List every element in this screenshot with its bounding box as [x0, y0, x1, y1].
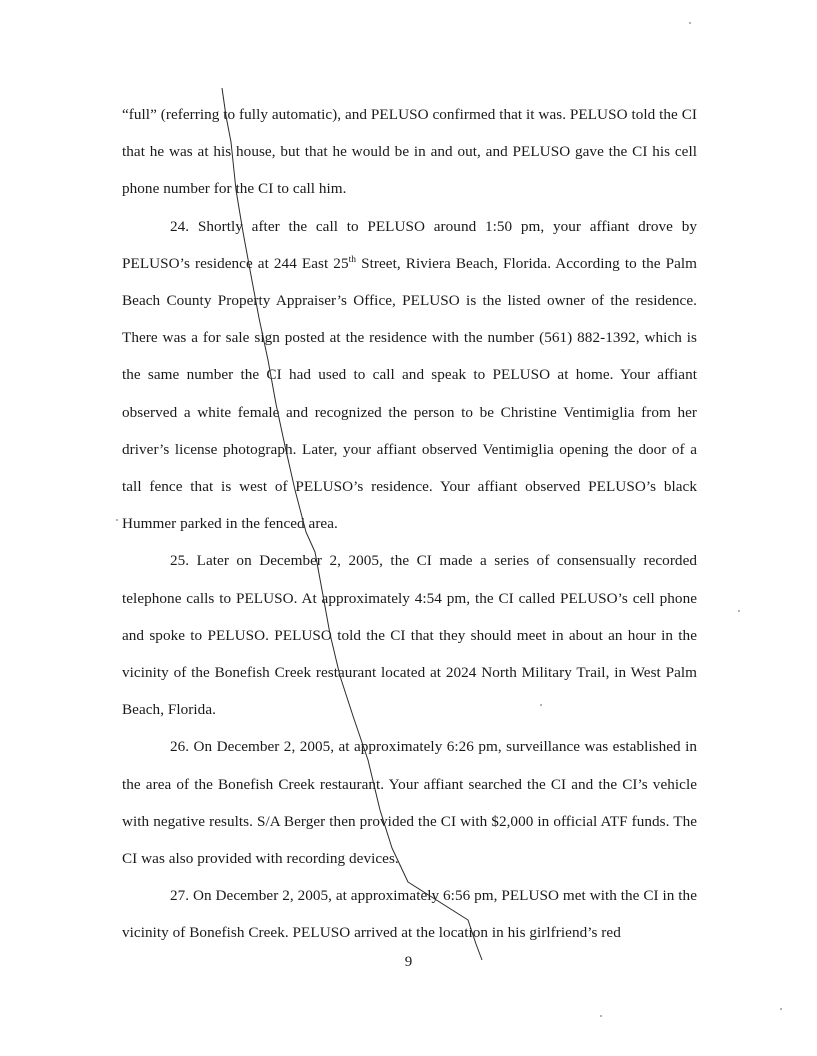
ordinal-superscript: th [348, 254, 357, 265]
paragraph-text: 24. Shortly after the call to PELUSO around 1:50 pm, your affiant drove by PELUSO’s residence at 244 East 25 [122, 217, 697, 272]
paragraph-text: “full” (referring to fully automatic), and PELUSO confirmed that it was. PELUSO told the CI that he was at his house, but that he would be in and out, and PELUSO gave the CI his cell phone number for the CI to call him. [122, 106, 697, 198]
paragraph-text: 25. Later on December 2, 2005, the CI made a series of consensually recorded telephone calls to PELUSO. At approximately 4:54 pm, the CI called PELUSO’s cell phone and spoke to PELUSO. PELUSO told the CI that they should meet in about an hour in the vicinity of the Bonefish Creek restaurant located at 2024 North Military Trail, in West Palm Beach, Florida. [122, 552, 697, 719]
paragraph-continued [122, 96, 697, 208]
page-number: 9 [404, 954, 413, 970]
paragraph-text: Street, Riviera Beach, Florida. According to the Palm Beach County Property Appraiser’s Office, PELUSO is the listed owner of the residence. There was a for sale sign posted at the residence with the number (561) 882-1392, which is the same number the CI had used to call and speak to PELUSO at home. Your affiant observed a white female and recognized the person to be Christine Ventimiglia from her driver’s license photograph. Later, your affiant observed Ventimiglia opening the door of a tall fence that is west of PELUSO’s residence. Your affiant observed PELUSO’s black Hummer parked in the fenced area. [122, 254, 697, 533]
paragraph-text: 26. On December 2, 2005, at approximately 6:26 pm, surveillance was established in the area of the Bonefish Creek restaurant. Your affiant searched the CI and the CI’s vehicle with negative results. S/A Berger then provided the CI with $2,000 in official ATF funds. The CI was also provided with recording devices. [122, 738, 697, 868]
paragraph-27 [122, 877, 697, 951]
scan-speck [780, 1008, 782, 1010]
scan-speck [116, 519, 118, 521]
document-body [122, 96, 697, 952]
scan-speck [540, 704, 542, 706]
paragraph-24 [122, 208, 697, 543]
paragraph-25 [122, 542, 697, 728]
scan-speck [600, 1015, 602, 1017]
scan-speck [689, 22, 691, 24]
paragraph-text: 27. On December 2, 2005, at approximately 6:56 pm, PELUSO met with the CI in the vicinity of Bonefish Creek. PELUSO arrived at the location in his girlfriend’s red [122, 887, 697, 942]
paragraph-26 [122, 728, 697, 877]
scan-speck [738, 610, 740, 612]
